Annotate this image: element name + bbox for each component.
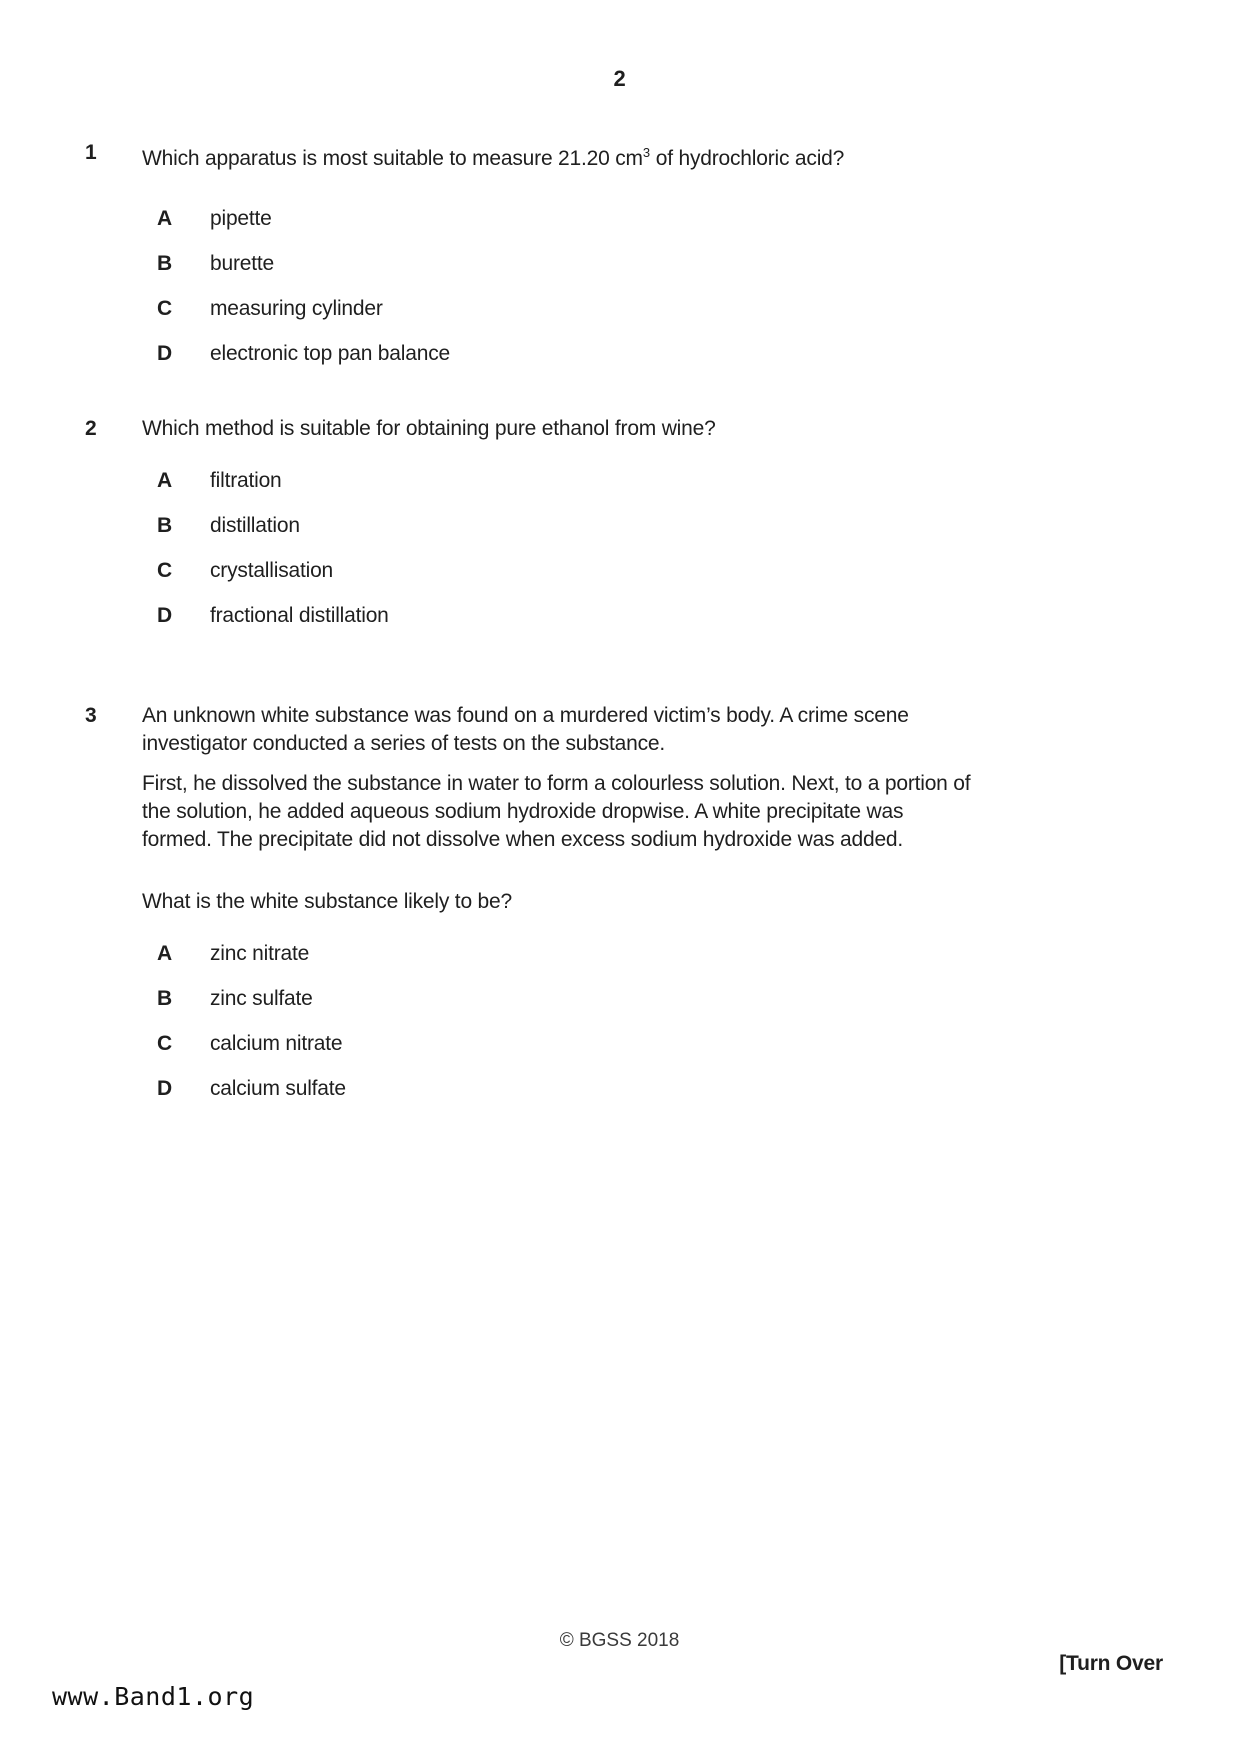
question-1-option-d — [142, 340, 844, 367]
option-text: electronic top pan balance — [210, 342, 450, 365]
question-1-stem — [142, 139, 844, 172]
question-3-option-d — [142, 1075, 970, 1102]
option-letter: D — [157, 604, 172, 627]
question-3-option-c — [142, 1030, 970, 1057]
option-letter: B — [157, 514, 172, 537]
question-2 — [85, 415, 716, 629]
copyright-notice: © BGSS 2018 — [559, 1630, 680, 1651]
option-letter: B — [157, 987, 172, 1010]
option-letter: C — [157, 559, 172, 582]
option-letter: A — [157, 942, 172, 965]
option-letter: A — [157, 469, 172, 492]
question-3-number: 3 — [85, 704, 97, 727]
paragraph-line: First, he dissolved the substance in water to form a colourless solution. Next, to a portion of — [142, 772, 971, 795]
paragraph-line: formed. The precipitate did not dissolve when excess sodium hydroxide was added. — [142, 828, 904, 851]
option-letter: D — [157, 342, 172, 365]
question-1-option-b — [142, 250, 844, 277]
question-1-stem-superscript: 3 — [642, 145, 651, 160]
question-1-stem-main: Which apparatus is most suitable to measure 21.20 cm — [142, 147, 643, 170]
turn-over-label: [Turn Over — [1059, 1652, 1163, 1675]
option-text: zinc sulfate — [210, 987, 313, 1010]
paragraph-line: An unknown white substance was found on a murdered victim’s body. A crime scene — [142, 704, 909, 727]
option-text: calcium nitrate — [210, 1032, 343, 1055]
paragraph-line: the solution, he added aqueous sodium hydroxide dropwise. A white precipitate was — [142, 800, 904, 823]
page-number: 2 — [613, 66, 626, 91]
question-3-option-a — [142, 940, 970, 967]
question-3 — [85, 702, 970, 1102]
question-2-options — [142, 467, 716, 629]
option-text: crystallisation — [210, 559, 334, 582]
question-3-options — [142, 940, 970, 1102]
option-letter: A — [157, 207, 172, 230]
option-letter: C — [157, 297, 172, 320]
question-3-option-b — [142, 985, 970, 1012]
option-letter: B — [157, 252, 172, 275]
option-text: distillation — [210, 514, 300, 537]
question-2-option-d — [142, 602, 716, 629]
question-2-option-c — [142, 557, 716, 584]
question-1-number: 1 — [85, 141, 97, 164]
paragraph-line: investigator conducted a series of tests on the substance. — [142, 732, 666, 755]
option-text: pipette — [210, 207, 272, 230]
option-text: filtration — [210, 469, 282, 492]
option-text: calcium sulfate — [210, 1077, 346, 1100]
option-text: fractional distillation — [210, 604, 389, 627]
question-2-option-a — [142, 467, 716, 494]
option-text: burette — [210, 252, 274, 275]
question-1-option-a — [142, 205, 844, 232]
question-1-stem-end: of hydrochloric acid? — [650, 147, 845, 170]
question-3-paragraph-1 — [142, 702, 970, 758]
option-text: zinc nitrate — [210, 942, 310, 965]
question-1-option-c — [142, 295, 844, 322]
question-2-number: 2 — [85, 417, 97, 440]
question-3-question-line: What is the white substance likely to be? — [142, 890, 512, 913]
option-text: measuring cylinder — [210, 297, 383, 320]
option-letter: D — [157, 1077, 172, 1100]
question-1-options — [142, 205, 844, 367]
question-2-option-b — [142, 512, 716, 539]
question-2-stem: Which method is suitable for obtaining pure ethanol from wine? — [142, 417, 716, 440]
question-1 — [85, 139, 844, 367]
question-3-paragraph-2 — [142, 770, 970, 854]
website-watermark: www.Band1.org — [52, 1682, 255, 1711]
option-letter: C — [157, 1032, 172, 1055]
